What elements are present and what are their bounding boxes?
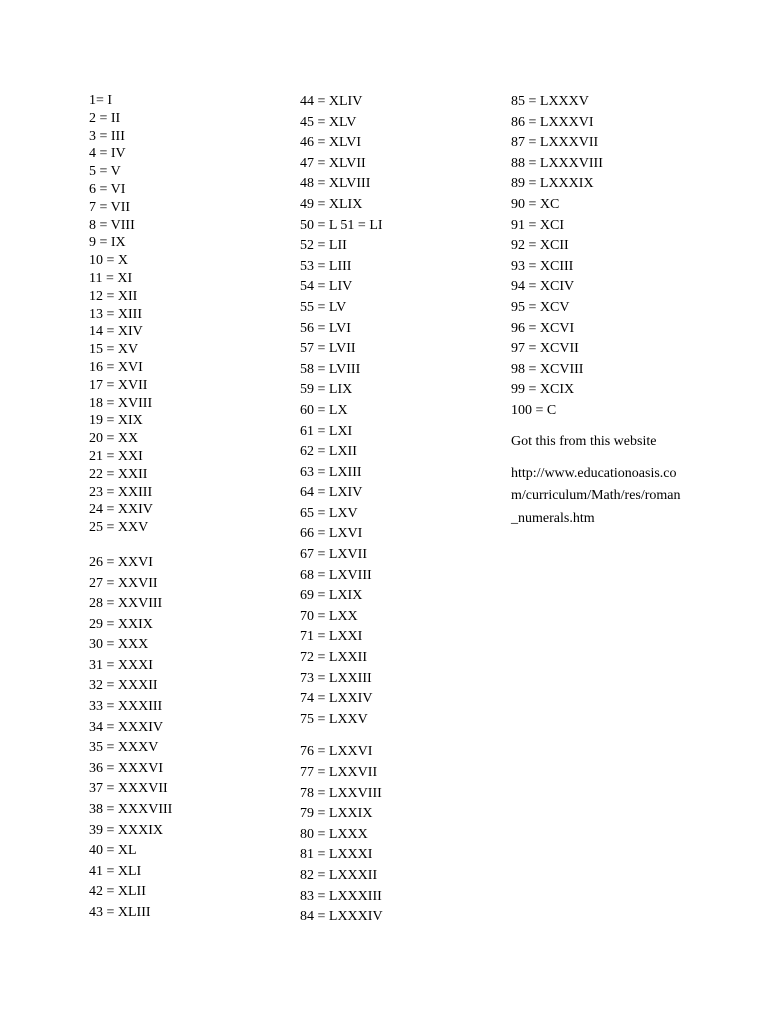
numeral-line: 71 = LXXI <box>300 629 363 645</box>
numeral-line: 17 = XVII <box>89 377 148 393</box>
numeral-line: 7 = VII <box>89 199 131 215</box>
numeral-line: 82 = LXXXII <box>300 867 378 883</box>
numeral-line: 54 = LIV <box>300 279 353 295</box>
column-2 <box>300 92 383 928</box>
column-1-block-a <box>89 92 172 537</box>
column-3 <box>511 92 681 530</box>
numeral-line: 95 = XCV <box>511 299 570 315</box>
numeral-line: 14 = XIV <box>89 324 143 340</box>
numeral-line: 97 = XCVII <box>511 341 579 357</box>
numeral-line: 83 = LXXXIII <box>300 888 382 904</box>
source-note: Got this from this website <box>511 433 657 449</box>
numeral-line: 6 = VI <box>89 181 126 197</box>
numeral-line: 8 = VIII <box>89 217 135 233</box>
numeral-line: 23 = XXIII <box>89 484 153 500</box>
numeral-line: 1= I <box>89 93 113 108</box>
numeral-line: 86 = LXXXVI <box>511 114 594 130</box>
numeral-line: 45 = XLV <box>300 114 357 130</box>
numeral-line: 80 = LXXX <box>300 826 368 842</box>
numeral-line: 94 = XCIV <box>511 279 575 295</box>
numeral-line: 33 = XXXIII <box>89 699 163 715</box>
numeral-line: 44 = XLIV <box>300 94 363 109</box>
numeral-line: 84 = LXXXIV <box>300 909 383 925</box>
numeral-line: 68 = LXVIII <box>300 567 372 583</box>
numeral-line: 20 = XX <box>89 431 139 447</box>
numeral-line: 58 = LVIII <box>300 361 361 377</box>
numeral-line: 62 = LXII <box>300 444 357 460</box>
numeral-line: 42 = XLII <box>89 884 146 900</box>
numeral-line: 16 = XVI <box>89 359 143 375</box>
numeral-line: 28 = XXVIII <box>89 596 163 612</box>
numeral-line: 67 = LXVII <box>300 547 367 563</box>
numeral-line: 10 = X <box>89 253 129 269</box>
column-1 <box>89 92 172 924</box>
numeral-line: 64 = LXIV <box>300 485 363 501</box>
numeral-line: 22 = XXII <box>89 466 148 482</box>
column-2-gap <box>300 730 383 742</box>
numeral-line: 5 = V <box>89 164 121 180</box>
numeral-line: 77 = LXXVII <box>300 765 378 780</box>
numeral-line: 96 = XCVI <box>511 320 575 336</box>
numeral-line: 4 = IV <box>89 146 126 162</box>
numeral-line: 74 = LXXIV <box>300 691 373 707</box>
numeral-line: 12 = XII <box>89 288 138 304</box>
numeral-line: 89 = LXXXIX <box>511 176 594 192</box>
numeral-line: 81 = LXXXI <box>300 847 373 863</box>
numeral-line: 26 = XXVI <box>89 554 153 570</box>
numeral-line: 21 = XXI <box>89 448 143 464</box>
numeral-line: 53 = LIII <box>300 258 352 274</box>
numeral-line: 78 = LXXVIII <box>300 785 382 801</box>
numeral-line: 49 = XLIX <box>300 196 363 212</box>
numeral-line: 39 = XXXIX <box>89 822 163 838</box>
numeral-line: 43 = XLIII <box>89 905 151 921</box>
numeral-line: 32 = XXXII <box>89 678 158 694</box>
numeral-line: 90 = XC <box>511 196 560 212</box>
numeral-line: 72 = LXXII <box>300 650 367 666</box>
numeral-line: 55 = LV <box>300 299 347 315</box>
numeral-line: 48 = XLVIII <box>300 176 371 192</box>
numeral-line: 34 = XXXIV <box>89 719 163 735</box>
numeral-line: 88 = LXXXVIII <box>511 155 603 171</box>
numeral-line: 85 = LXXXV <box>511 94 589 109</box>
numeral-line: 24 = XXIV <box>89 502 153 518</box>
numeral-line: 25 = XXV <box>89 520 149 536</box>
numeral-line: 31 = XXXI <box>89 657 153 673</box>
numeral-line: 19 = XIX <box>89 413 143 429</box>
numeral-line: 30 = XXX <box>89 637 149 653</box>
numeral-line: 99 = XCIX <box>511 382 575 398</box>
numeral-line: 91 = XCI <box>511 217 565 233</box>
numeral-line: 70 = LXX <box>300 608 358 624</box>
source-url: http://www.educationoasis.com/curriculum/Math/res/roman_numerals.htm <box>511 465 681 526</box>
numeral-line: 98 = XCVIII <box>511 361 584 377</box>
numeral-line: 15 = XV <box>89 342 139 358</box>
numeral-line: 56 = LVI <box>300 320 351 336</box>
numeral-line: 2 = II <box>89 110 121 126</box>
numeral-line: 38 = XXXVIII <box>89 802 173 818</box>
numeral-line: 3 = III <box>89 128 125 144</box>
numeral-line: 29 = XXIX <box>89 616 153 632</box>
column-2-block-b <box>300 742 383 927</box>
numeral-line: 37 = XXXVII <box>89 781 168 797</box>
numeral-line: 41 = XLI <box>89 863 142 879</box>
numeral-line: 100 = C <box>511 402 557 418</box>
numeral-line: 93 = XCIII <box>511 258 574 274</box>
numeral-line: 18 = XVIII <box>89 395 153 411</box>
numeral-line: 50 = L 51 = LI <box>300 217 383 233</box>
numeral-line: 40 = XL <box>89 843 137 859</box>
numeral-line: 60 = LX <box>300 402 348 418</box>
numeral-line: 59 = LIX <box>300 382 353 398</box>
numeral-line: 9 = IX <box>89 235 126 251</box>
column-1-block-b <box>89 553 172 924</box>
numeral-line: 47 = XLVII <box>300 155 366 171</box>
numeral-line: 27 = XXVII <box>89 575 158 591</box>
numeral-line: 69 = LXIX <box>300 588 363 604</box>
numeral-line: 65 = LXV <box>300 505 358 521</box>
numeral-line: 75 = LXXV <box>300 711 368 727</box>
numeral-line: 35 = XXXV <box>89 740 159 756</box>
numeral-line: 11 = XI <box>89 270 133 286</box>
numeral-line: 57 = LVII <box>300 341 356 357</box>
numeral-line: 52 = LII <box>300 238 347 254</box>
column-1-gap <box>89 537 172 553</box>
numeral-line: 61 = LXI <box>300 423 353 439</box>
numeral-line: 87 = LXXXVII <box>511 135 599 151</box>
numeral-line: 36 = XXXVI <box>89 760 163 776</box>
numeral-line: 92 = XCII <box>511 238 569 254</box>
numeral-line: 66 = LXVI <box>300 526 363 542</box>
numeral-line: 76 = LXXVI <box>300 744 373 760</box>
numeral-line: 79 = LXXIX <box>300 806 373 822</box>
column-2-block-a <box>300 92 383 730</box>
numeral-line: 13 = XIII <box>89 306 142 322</box>
column-3-block <box>511 92 681 422</box>
numeral-line: 73 = LXXIII <box>300 670 372 686</box>
numeral-line: 63 = LXIII <box>300 464 362 480</box>
numeral-line: 46 = XLVI <box>300 135 362 151</box>
